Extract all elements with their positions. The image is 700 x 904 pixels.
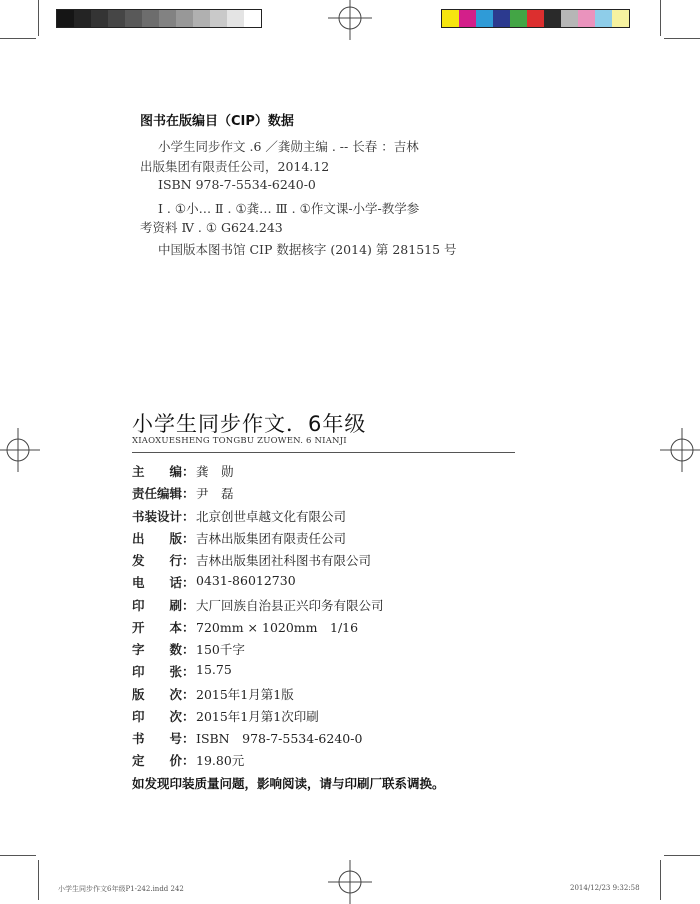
detail-editor: 主 编： 龚 勋: [132, 464, 234, 479]
process-color-swatch: [476, 10, 493, 27]
grayscale-swatch: [176, 10, 193, 27]
process-color-swatch: [544, 10, 561, 27]
grayscale-swatch: [125, 10, 142, 27]
grayscale-swatch: [142, 10, 159, 27]
grayscale-swatch: [57, 10, 74, 27]
book-pinyin-title: XIAOXUESHENG TONGBU ZUOWEN. 6 NIANJI: [132, 436, 347, 446]
cip-line: 出版集团有限责任公司，2014.12: [140, 159, 330, 174]
crop-mark: [38, 860, 39, 900]
crop-mark: [660, 860, 661, 900]
registration-mark-bottom: [328, 860, 372, 904]
cip-line: 考资料 Ⅳ . ① G624.243: [140, 220, 283, 235]
grayscale-swatch: [91, 10, 108, 27]
crop-mark: [0, 38, 36, 39]
detail-edition: 版 次： 2015年1月第1版: [132, 687, 294, 702]
registration-mark-top: [328, 0, 372, 40]
grayscale-swatch: [108, 10, 125, 27]
book-title: 小学生同步作文．6年级: [132, 412, 367, 436]
process-color-swatch: [493, 10, 510, 27]
detail-printer: 印 刷： 大厂回族自治县正兴印务有限公司: [132, 598, 384, 613]
process-color-swatch: [595, 10, 612, 27]
grayscale-color-bar: [56, 9, 262, 28]
process-color-bar: [441, 9, 630, 28]
detail-phone: 电 话： 0431-86012730: [132, 573, 296, 590]
crop-mark: [664, 855, 700, 856]
grayscale-swatch: [227, 10, 244, 27]
process-color-swatch: [442, 10, 459, 27]
title-rule: [132, 452, 515, 453]
grayscale-swatch: [193, 10, 210, 27]
detail-format: 开 本： 720mm × 1020mm 1/16: [132, 620, 359, 635]
grayscale-swatch: [210, 10, 227, 27]
detail-printing: 印 次： 2015年1月第1次印刷: [132, 709, 319, 724]
cip-heading: 图书在版编目（CIP）数据: [140, 114, 294, 129]
detail-word-count: 字 数： 150千字: [132, 642, 245, 657]
process-color-swatch: [459, 10, 476, 27]
footer-file-info: 小学生同步作文6年级P1-242.indd 242: [58, 885, 184, 893]
detail-responsible-editor: 责任编辑： 尹 磊: [132, 486, 234, 501]
detail-price: 定 价： 19.80元: [132, 753, 245, 768]
crop-mark: [664, 38, 700, 39]
quality-notice: 如发现印装质量问题，影响阅读，请与印刷厂联系调换。: [132, 776, 445, 791]
cip-line: ISBN 978-7-5534-6240-0: [158, 177, 316, 192]
registration-mark-left: [0, 428, 40, 472]
cip-line: 中国版本图书馆 CIP 数据核字 (2014) 第 281515 号: [158, 242, 457, 257]
grayscale-swatch: [159, 10, 176, 27]
process-color-swatch: [527, 10, 544, 27]
registration-mark-right: [660, 428, 700, 472]
detail-distributor: 发 行： 吉林出版集团社科图书有限公司: [132, 553, 372, 568]
detail-publisher: 出 版： 吉林出版集团有限责任公司: [132, 531, 347, 546]
footer-timestamp: 2014/12/23 9:32:58: [570, 884, 640, 892]
crop-mark: [660, 0, 661, 36]
detail-sheets: 印 张： 15.75: [132, 662, 232, 679]
detail-cover-design: 书装设计： 北京创世卓越文化有限公司: [132, 509, 347, 524]
crop-mark: [0, 855, 36, 856]
process-color-swatch: [578, 10, 595, 27]
cip-line: Ⅰ . ①小… Ⅱ . ①龚… Ⅲ . ①作文课-小学-教学参: [158, 201, 420, 216]
crop-mark: [38, 0, 39, 36]
detail-isbn: 书 号： ISBN 978-7-5534-6240-0: [132, 731, 363, 746]
grayscale-swatch: [74, 10, 91, 27]
process-color-swatch: [561, 10, 578, 27]
grayscale-swatch: [244, 10, 261, 27]
process-color-swatch: [612, 10, 629, 27]
cip-line: 小学生同步作文 .6 ／龚勋主编 . -- 长春 ：吉林: [158, 139, 419, 154]
process-color-swatch: [510, 10, 527, 27]
